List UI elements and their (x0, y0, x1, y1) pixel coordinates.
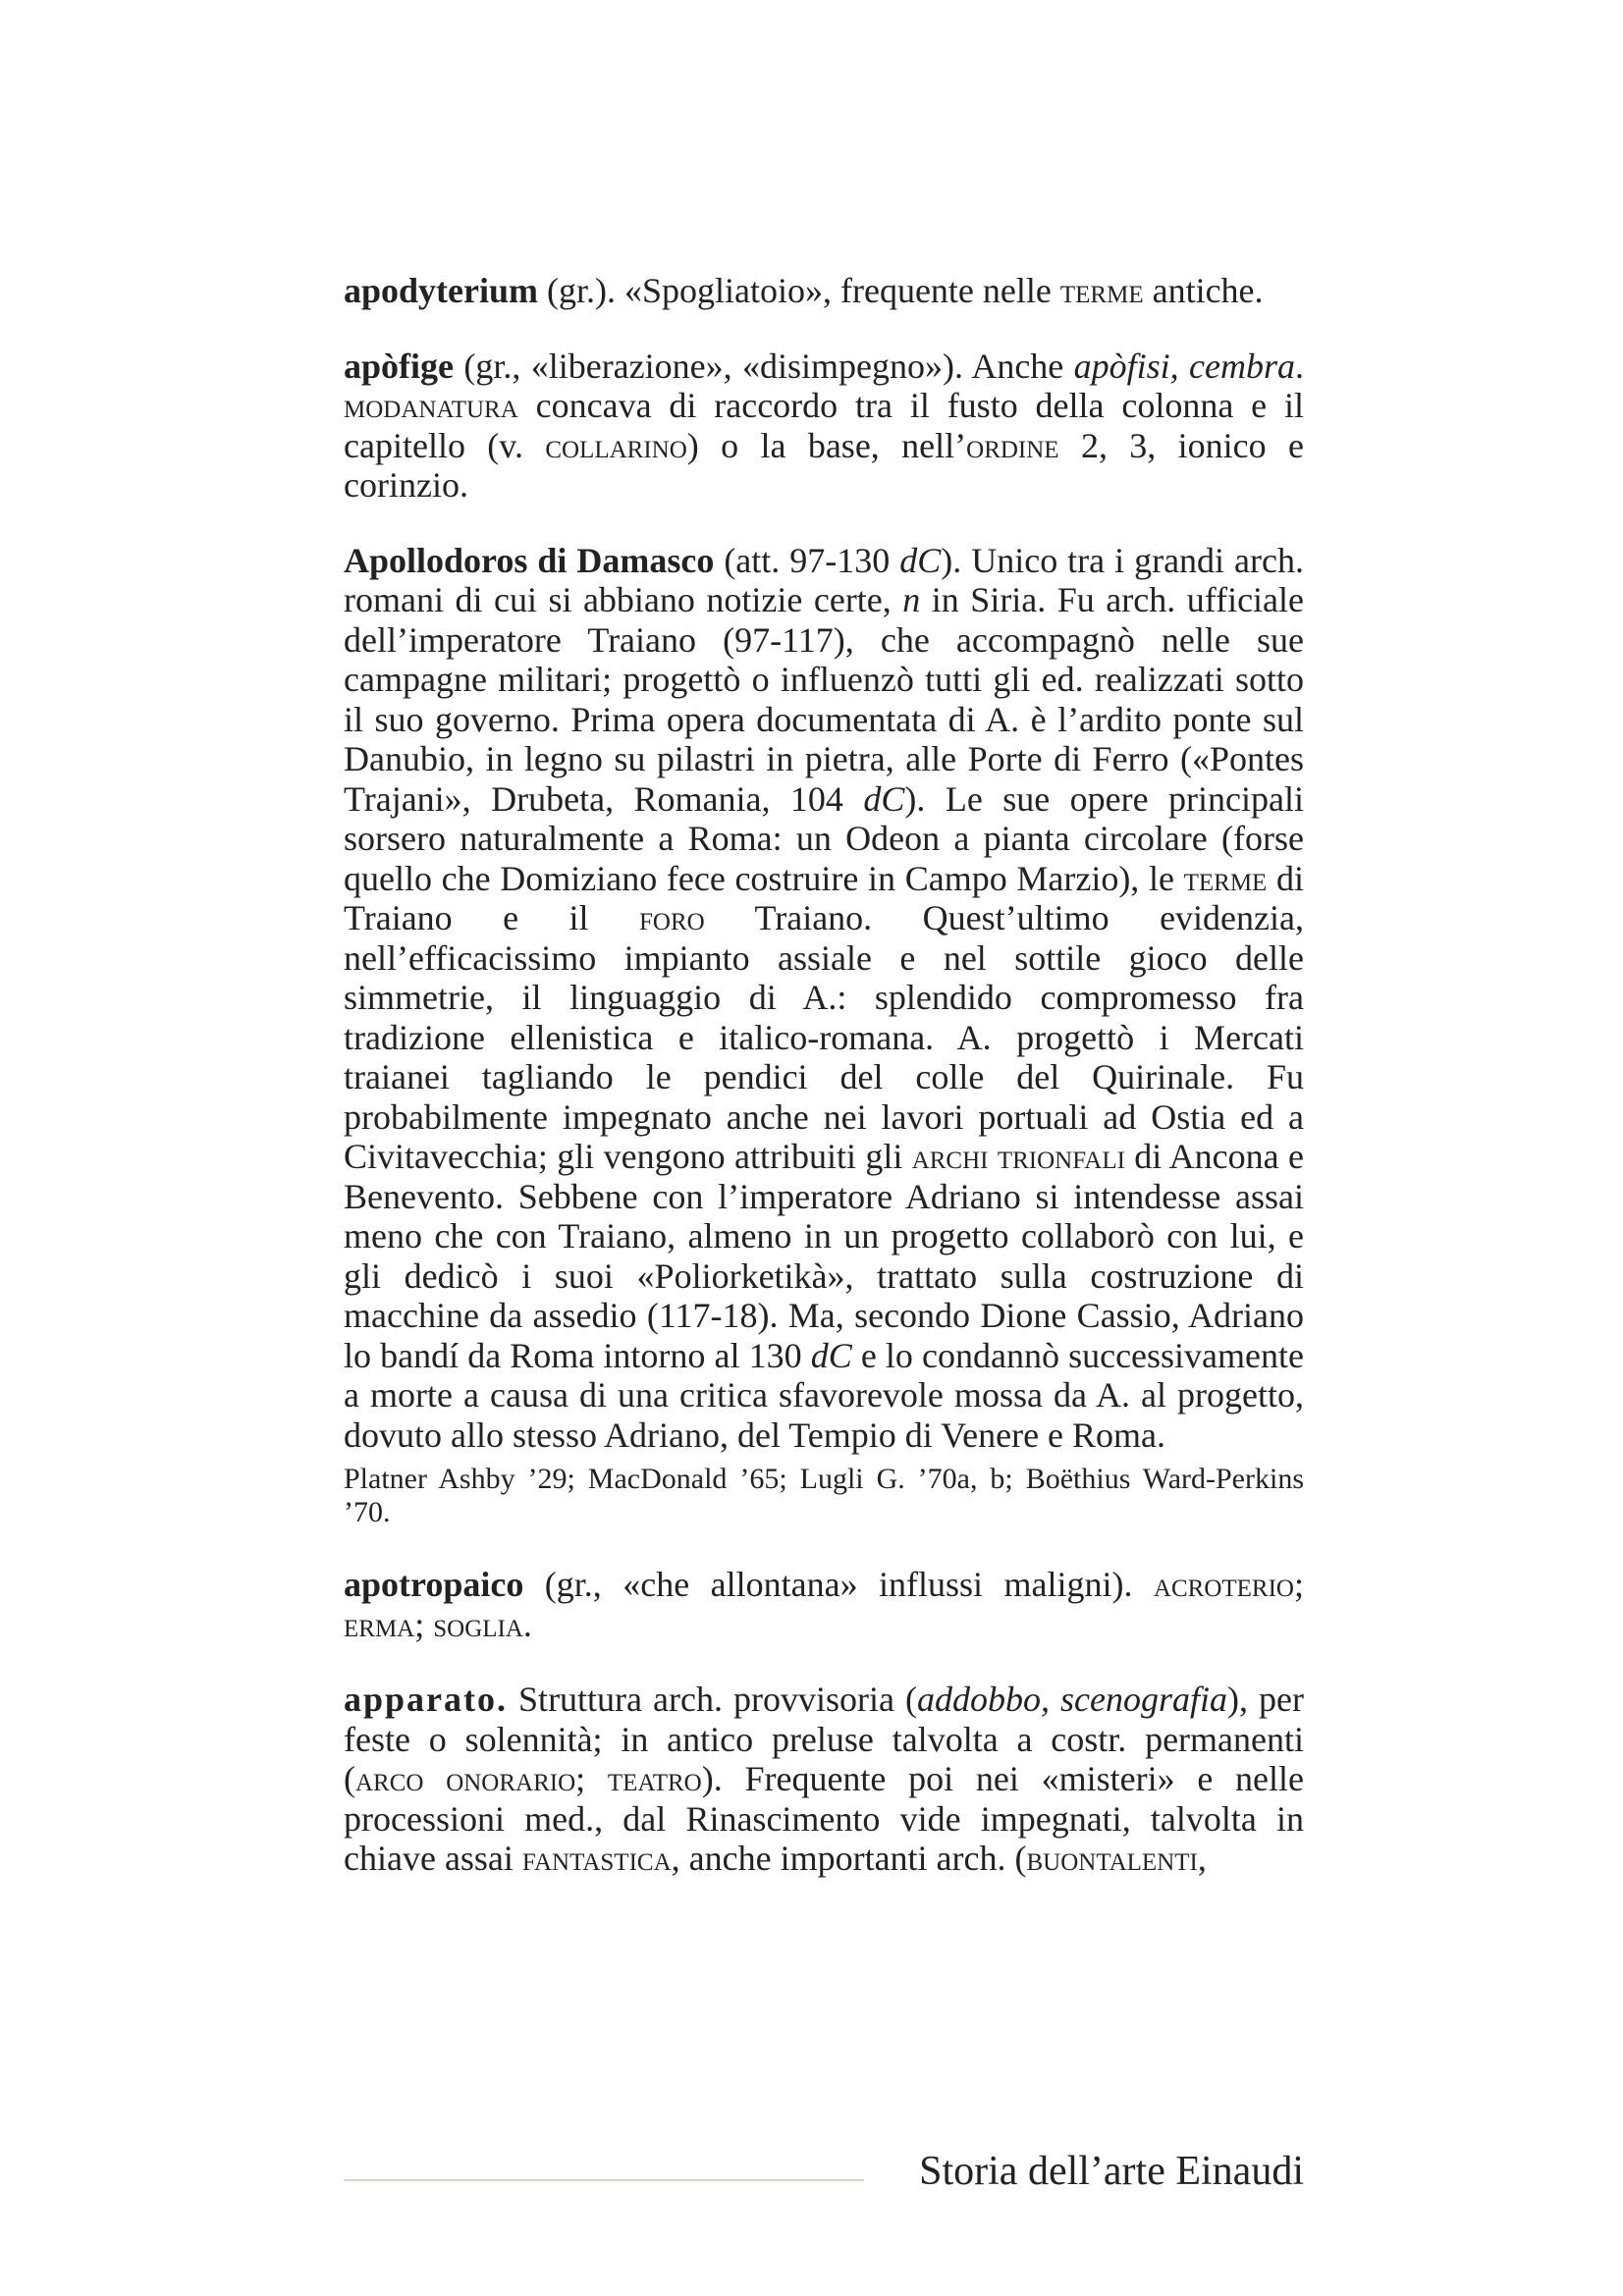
cross-reference: ordine (966, 425, 1059, 465)
cross-reference: acroterio (1153, 1565, 1294, 1604)
cross-reference: terme (1059, 271, 1144, 310)
cross-reference: collarino (545, 425, 687, 465)
cross-reference: teatro (607, 1759, 702, 1798)
italic-text: dC (863, 778, 905, 819)
entry-text: (gr., «liberazione», «disimpegno»). Anche (454, 346, 1074, 386)
cross-reference: erma (344, 1604, 415, 1644)
entry-text: . (1295, 346, 1304, 386)
italic-text: dC (810, 1335, 852, 1375)
entry-text: (att. 97-130 (714, 540, 900, 580)
bibliography: Platner Ashby ’29; MacDonald ’65; Lugli G. ’70a, b; Boëthius Ward-Perkins ’70. (344, 1463, 1304, 1528)
entry-text: concava di raccordo tra il fusto della colonna e il capitello (v. (344, 386, 1304, 465)
entry-text: (gr., «che allontana» influssi maligni). (523, 1565, 1154, 1604)
entry-apotropaico (344, 1565, 1304, 1644)
cross-reference: archi trionfali (911, 1137, 1125, 1176)
entry-text: Struttura arch. provvisoria ( (508, 1680, 917, 1719)
headword: apòfige (344, 346, 454, 386)
entry-text: ). Le sue opere principali sorsero naturalmente a Roma: un Odeon a pianta circolare (forse quello che Domiziano fece costruire in Campo Marzio), le (344, 778, 1305, 898)
headword: Apollodoros di Damasco (344, 540, 715, 580)
entry-text: , (1197, 1839, 1207, 1878)
cross-reference: modanatura (344, 386, 518, 425)
entry-text: 2, 3, ionico e corinzio. (344, 425, 1305, 505)
entry-text: di Ancona e Benevento. Sebbene con l’imperatore Adriano si intendesse assai meno che con Traiano, almeno in un progetto collaborò con lui, e gli dedicò i suoi «Poliorketikà», trattato sulla costruzione di macchine da assedio (117-18). Ma, secondo Dione Cassio, Adriano lo bandí da Roma intorno al 130 (344, 1137, 1304, 1375)
cross-reference: soglia (433, 1604, 523, 1644)
cross-reference: fantastica (521, 1839, 672, 1878)
cross-reference: arco onorario (355, 1759, 576, 1798)
italic-text: n (902, 580, 921, 619)
entry-text: antiche. (1143, 271, 1264, 310)
entry-text: ; (575, 1759, 608, 1798)
entry-text: ). Frequente poi nei «misteri» e nelle processioni med., dal Rinascimento vide impegnati, talvolta in chiave assai (344, 1759, 1305, 1878)
page-footer (344, 2146, 1304, 2205)
entry-text: di Traiano e il (344, 858, 1304, 937)
entry-text: ), per feste o solennità; in antico preluse talvolta a costr. permanenti ( (344, 1680, 1304, 1798)
headword: apodyterium (344, 271, 538, 310)
entry-apofige (344, 347, 1304, 506)
entry-text: in Siria. Fu arch. ufficiale dell’imperatore Traiano (97-117), che accompagnò nelle sue campagne militari; progettò o influenzò tutti gli ed. realizzati sotto il suo governo. Prima opera documentata di A. è l’ardito ponte sul Danubio, in legno su pilastri in pietra, alle Porte di Ferro («Pontes Trajani», Drubeta, Romania, 104 (344, 580, 1305, 819)
footer-title: Storia dell’arte Einaudi (919, 2149, 1304, 2194)
entry-text: ). Unico tra i grandi arch. romani di cui si abbiano notizie certe, (344, 540, 1304, 619)
entry-apollodoros (344, 541, 1304, 1530)
entry-text: . (522, 1604, 532, 1644)
entry-text: ; (1293, 1565, 1304, 1604)
entry-text: e lo condannò successivamente a morte a causa di una critica sfavorevole mossa da A. al progetto, dovuto allo stesso Adriano, del Tempio di Venere e Roma. (344, 1335, 1304, 1455)
entry-apparato (344, 1680, 1304, 1879)
cross-reference: terme (1183, 858, 1268, 898)
entry-text: , anche importanti arch. ( (671, 1839, 1027, 1878)
headword: apparato. (344, 1680, 509, 1719)
entry-body (344, 541, 1304, 1456)
synonym-text: apòfisi, cembra (1073, 346, 1295, 386)
entry-apodyterium (344, 271, 1304, 311)
entry-text: (gr.). «Spogliatoio», frequente nelle (538, 271, 1060, 310)
entry-text: ; (414, 1604, 434, 1644)
italic-text: dC (899, 540, 942, 580)
cross-reference: buontalenti (1026, 1839, 1198, 1878)
entry-text: ) o la base, nell’ (686, 425, 967, 465)
footer-divider (344, 2179, 864, 2181)
dictionary-column (344, 271, 1304, 1879)
entry-text: Traiano. Quest’ultimo evidenzia, nell’efficacissimo impianto assiale e nel sottile gioco delle simmetrie, il linguaggio di A.: splendido compromesso fra tradizione ellenistica e italico-romana. A. progettò i Mercati traianei tagliando le pendici del colle del Quirinale. Fu probabilmente impegnato anche nei lavori portuali ad Ostia ed a Civitavecchia; gli vengono attribuiti gli (344, 898, 1304, 1176)
italic-text: addobbo, scenografia (917, 1680, 1228, 1719)
headword: apotropaico (344, 1565, 524, 1604)
cross-reference: foro (639, 898, 705, 937)
